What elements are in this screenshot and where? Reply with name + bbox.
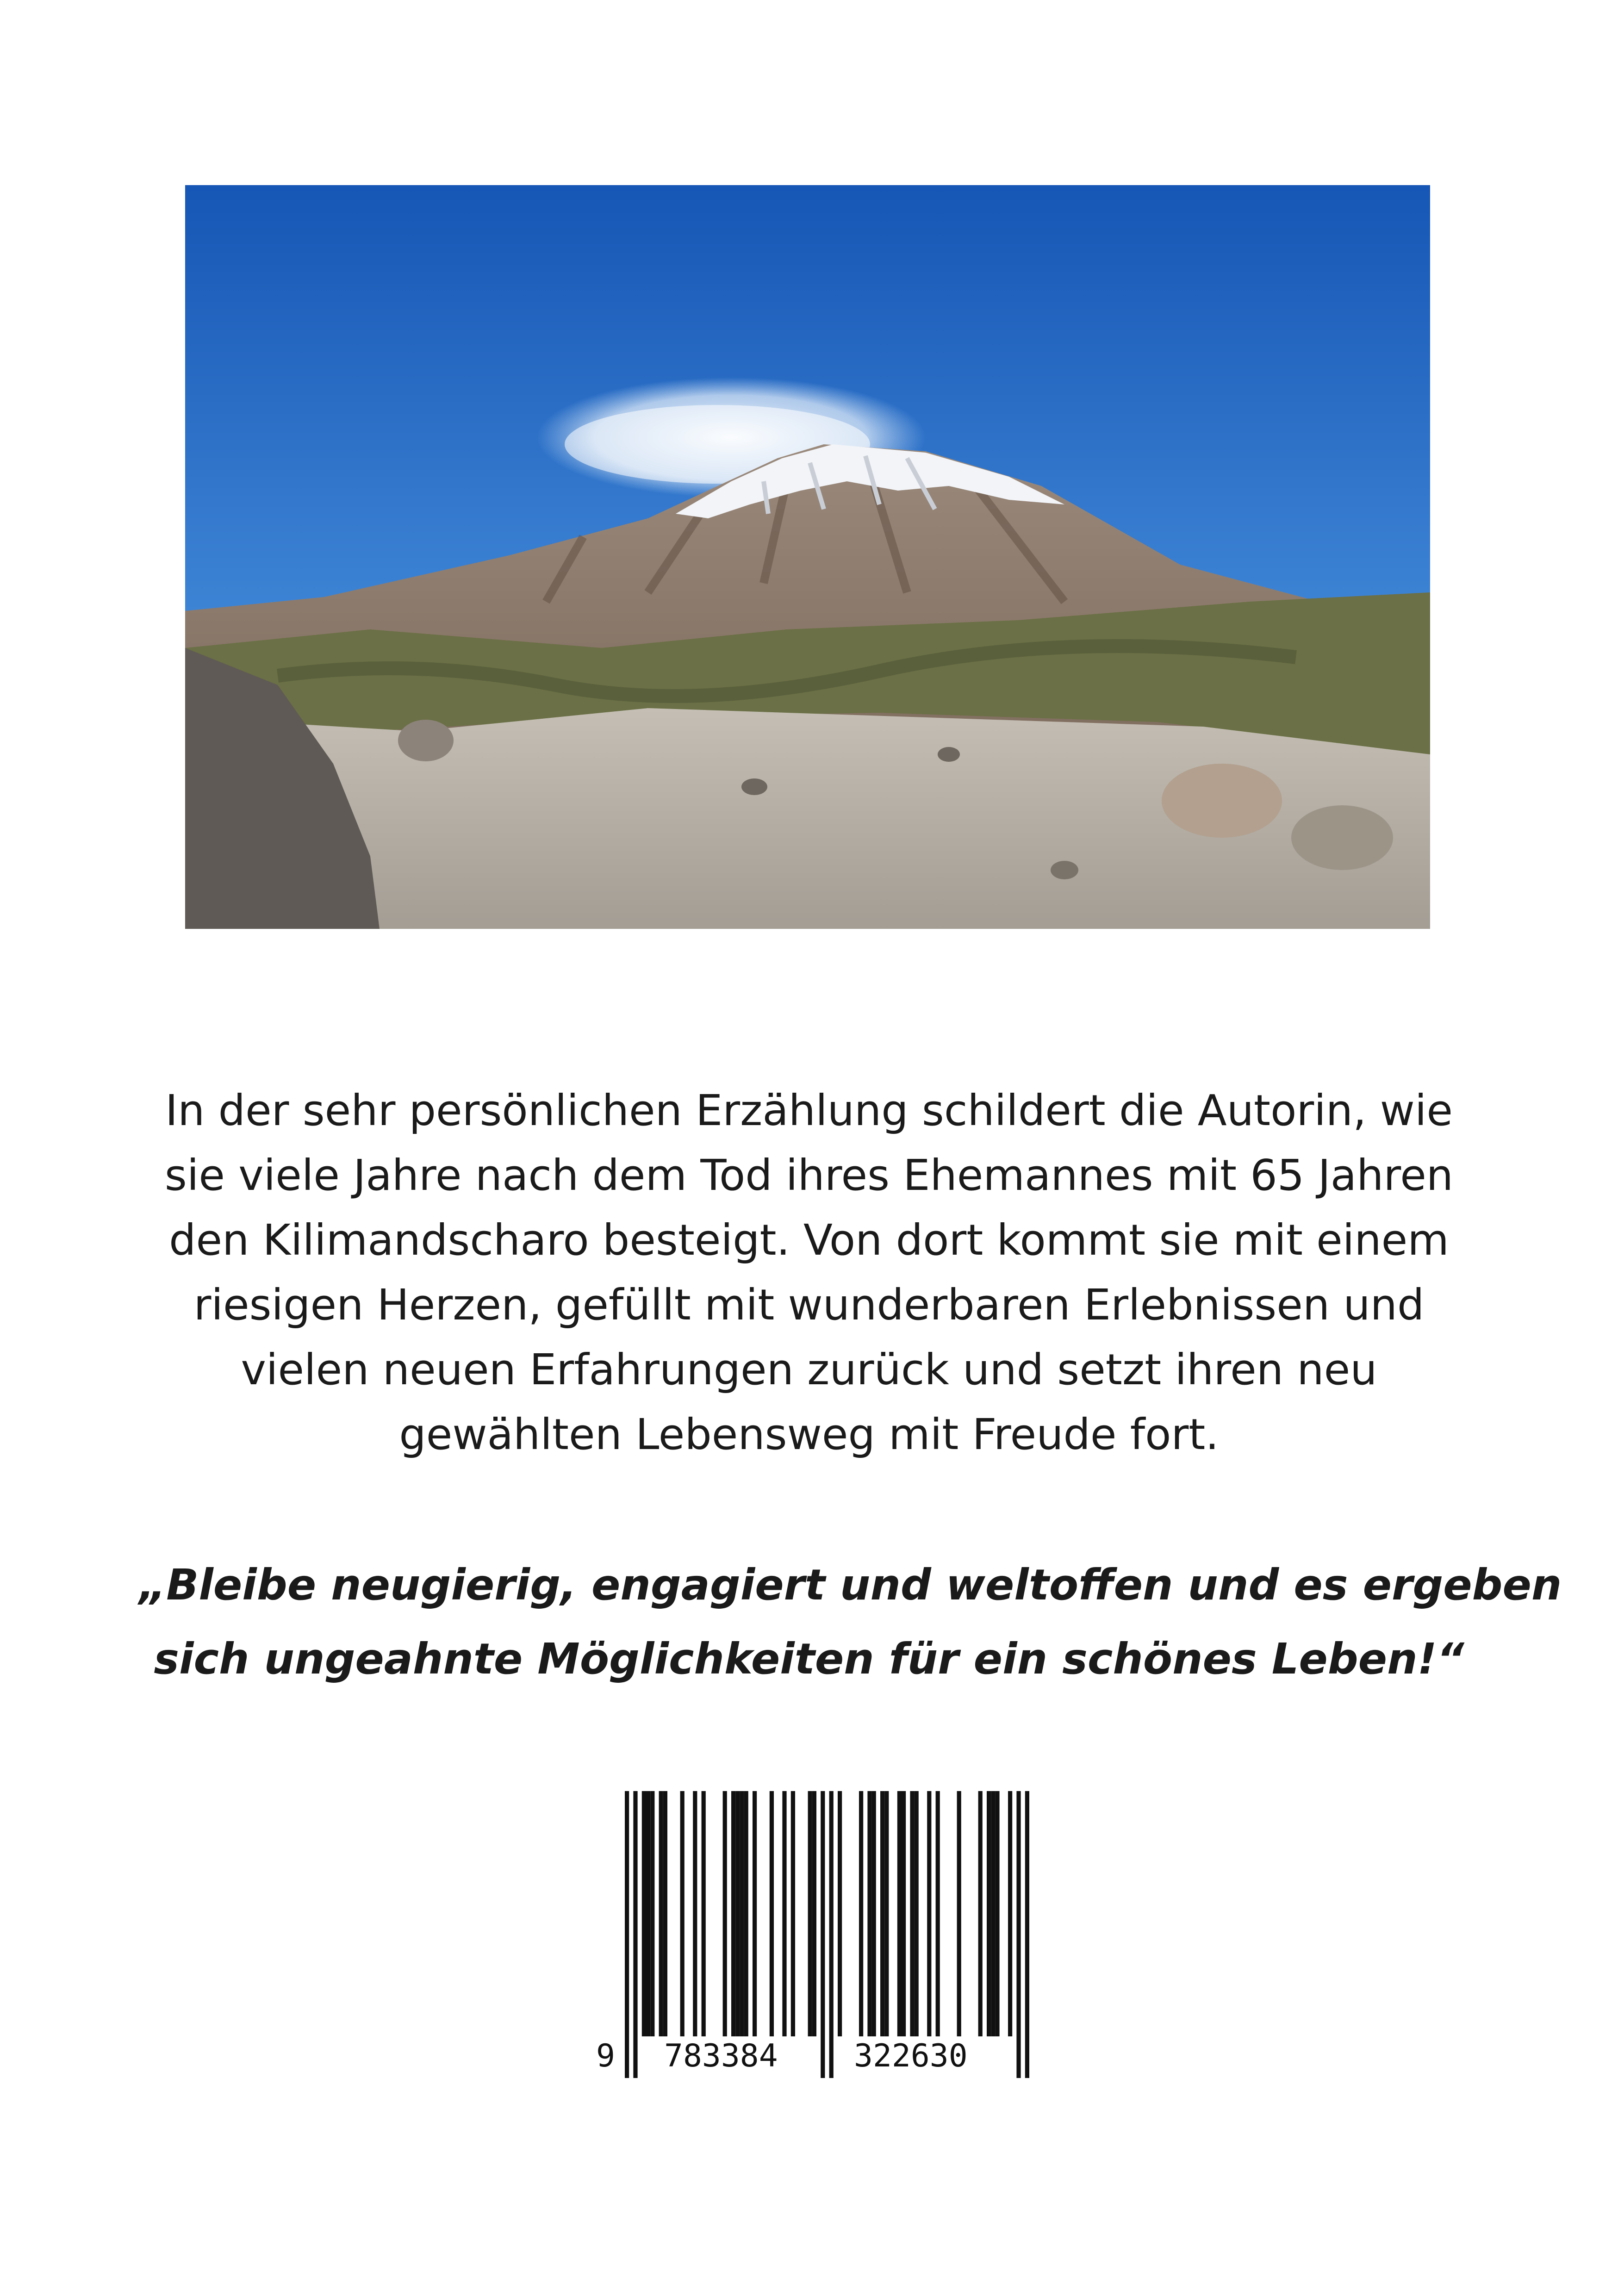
barcode-bar	[838, 1791, 842, 2036]
barcode-bar	[770, 1791, 774, 2036]
motto-quote	[139, 1548, 1562, 1696]
barcode-bar	[642, 1791, 646, 2036]
barcode-digits-right: 322630	[854, 2038, 968, 2074]
barcode-bar	[910, 1791, 914, 2036]
barcode-bar	[991, 1791, 995, 2036]
barcode-bar	[646, 1791, 650, 2036]
blurb-line: vielen neuen Erfahrungen zurück und setzt ihren neu	[241, 1345, 1377, 1394]
barcode-digits-left: 783384	[664, 2038, 778, 2074]
barcode-bar	[872, 1791, 876, 2036]
barcode-bar	[663, 1791, 667, 2036]
barcode-bar	[650, 1791, 654, 2036]
blurb-line: In der sehr persönlichen Erzählung schildert die Autorin, wie	[165, 1086, 1453, 1135]
quote-line: „Bleibe neugierig, engagiert und weltoffen und es ergeben	[139, 1560, 1562, 1610]
blurb-line: riesigen Herzen, gefüllt mit wunderbaren Erlebnissen und	[193, 1280, 1425, 1330]
kilimanjaro-photo	[185, 185, 1430, 929]
barcode-bar	[1016, 1791, 1021, 2078]
barcode-bar	[829, 1791, 834, 2078]
barcode-bar	[915, 1791, 919, 2036]
barcode-bar	[859, 1791, 863, 2036]
barcode-bar	[744, 1791, 748, 2036]
barcode-bar	[625, 1791, 629, 2078]
barcode-bar	[723, 1791, 727, 2036]
blurb-line: den Kilimandscharo besteigt. Von dort kommt sie mit einem	[169, 1215, 1449, 1265]
barcode-bar	[702, 1791, 706, 2036]
barcode-bar	[880, 1791, 884, 2036]
barcode-bar	[633, 1791, 637, 2078]
barcode-bar	[693, 1791, 697, 2036]
barcode-bar	[978, 1791, 983, 2036]
barcode-bar	[731, 1791, 735, 2036]
barcode-bar	[808, 1791, 812, 2036]
barcode-bar	[936, 1791, 940, 2036]
barcode-bar	[1008, 1791, 1012, 2036]
barcode-bar	[740, 1791, 744, 2036]
barcode-bar	[897, 1791, 902, 2036]
barcode-bar	[957, 1791, 961, 2036]
barcode-bar	[927, 1791, 931, 2036]
barcode-bar	[782, 1791, 786, 2036]
barcode-bar	[735, 1791, 740, 2036]
barcode-bar	[680, 1791, 685, 2036]
barcode-bar	[884, 1791, 889, 2036]
barcode-bar	[867, 1791, 871, 2036]
barcode-bar	[902, 1791, 906, 2036]
quote-line: sich ungeahnte Möglichkeiten für ein schönes Leben!“	[154, 1634, 1464, 1684]
back-cover-blurb	[139, 1078, 1479, 1467]
cover-photo	[185, 185, 1430, 929]
barcode-bar	[753, 1791, 757, 2036]
barcode-bar	[1025, 1791, 1029, 2078]
blurb-line: gewählten Lebensweg mit Freude fort.	[399, 1410, 1219, 1459]
barcode-bar	[995, 1791, 999, 2036]
barcode-bar	[987, 1791, 991, 2036]
barcode-bar	[821, 1791, 825, 2078]
barcode-bars	[625, 1791, 1029, 2078]
isbn-barcode	[588, 1791, 1041, 2078]
barcode-bar	[659, 1791, 663, 2036]
barcode-bar	[791, 1791, 795, 2036]
barcode-graphic	[588, 1791, 1041, 2078]
barcode-digit-first: 9	[596, 2038, 615, 2074]
blurb-line: sie viele Jahre nach dem Tod ihres Ehemannes mit 65 Jahren	[164, 1151, 1454, 1200]
barcode-bar	[812, 1791, 816, 2036]
